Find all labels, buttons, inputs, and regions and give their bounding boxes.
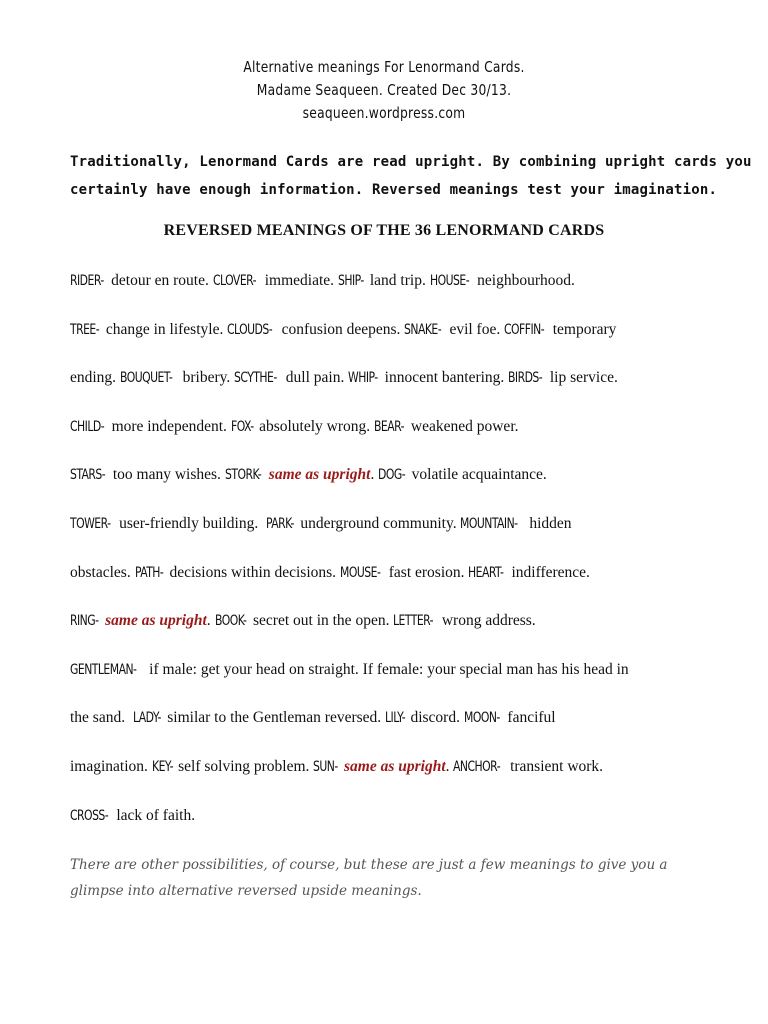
meaning-line bbox=[70, 609, 710, 658]
card-meaning: immediate. bbox=[260, 272, 338, 289]
card-name: STORK- bbox=[224, 467, 261, 484]
card-meaning: lip service. bbox=[545, 369, 618, 387]
intro-line: Traditionally, Lenormand Cards are read upright. By combining upright cards you bbox=[70, 154, 752, 170]
card-meaning: transient work. bbox=[506, 757, 604, 775]
card-meaning: fanciful bbox=[503, 709, 556, 727]
card-meaning: hidden bbox=[525, 514, 572, 532]
card-meaning: too many wishes. bbox=[108, 466, 225, 484]
section-title: REVERSED MEANINGS OF THE 36 LENORMAND CARDS bbox=[163, 222, 605, 239]
closing-note bbox=[70, 852, 710, 904]
card-name: LILY- bbox=[385, 710, 406, 727]
meaning-line bbox=[70, 269, 710, 318]
card-meaning: underground community. bbox=[296, 514, 461, 532]
document-title: Alternative meanings For Lenormand Cards. bbox=[243, 58, 525, 76]
same-as-upright-note: same as upright bbox=[344, 757, 446, 775]
card-name: SUN- bbox=[313, 758, 339, 775]
card-meaning: user-friendly building. bbox=[115, 514, 266, 532]
card-meaning: . bbox=[370, 466, 379, 484]
card-name: TOWER- bbox=[70, 515, 111, 532]
card-meaning: land trip. bbox=[366, 272, 430, 289]
meaning-line bbox=[70, 804, 710, 853]
card-meaning: evil foe. bbox=[445, 320, 505, 338]
intro-line: certainly have enough information. Reversed meanings test your imagination. bbox=[70, 182, 718, 198]
card-meaning: the sand. bbox=[70, 709, 133, 727]
card-meaning: indifference. bbox=[507, 563, 590, 581]
meanings-list bbox=[70, 269, 710, 852]
same-as-upright-note: same as upright bbox=[105, 612, 207, 630]
card-meaning: imagination. bbox=[70, 757, 152, 775]
card-name: COFFIN- bbox=[504, 321, 545, 338]
card-name: SHIP- bbox=[337, 273, 364, 289]
card-meaning: lack of faith. bbox=[112, 806, 196, 824]
card-meaning: bribery. bbox=[178, 369, 235, 387]
author-and-date: Madame Seaqueen. Created Dec 30/13. bbox=[256, 81, 512, 99]
card-meaning: more independent. bbox=[107, 417, 231, 435]
card-meaning: . bbox=[445, 757, 454, 775]
card-name: ANCHOR- bbox=[453, 758, 501, 775]
card-name: PARK- bbox=[266, 515, 294, 532]
card-meaning: fast erosion. bbox=[384, 563, 469, 581]
card-meaning: self solving problem. bbox=[174, 757, 314, 775]
card-meaning: if male: get your head on straight. If female: your special man has his head in bbox=[145, 660, 629, 678]
card-name: SCYTHE- bbox=[234, 370, 277, 387]
card-name: BEAR- bbox=[374, 418, 405, 435]
card-name: STARS- bbox=[70, 467, 106, 484]
card-name: MOUSE- bbox=[339, 564, 381, 581]
meaning-line bbox=[70, 463, 710, 512]
card-meaning: secret out in the open. bbox=[249, 612, 394, 630]
card-meaning: confusion deepens. bbox=[277, 320, 405, 338]
card-name: DOG- bbox=[378, 467, 406, 484]
card-meaning: absolutely wrong. bbox=[255, 417, 375, 435]
card-meaning: wrong address. bbox=[437, 612, 536, 630]
card-name: GENTLEMAN- bbox=[70, 661, 137, 678]
card-meaning: neighbourhood. bbox=[473, 272, 575, 289]
meaning-line bbox=[70, 415, 710, 464]
same-as-upright-note: same as upright bbox=[268, 466, 371, 484]
card-name: BOOK- bbox=[214, 613, 246, 630]
card-meaning: temporary bbox=[548, 320, 617, 338]
card-name: MOON- bbox=[463, 710, 500, 727]
card-name: RIDER- bbox=[70, 273, 104, 289]
card-meaning: discord. bbox=[406, 709, 464, 727]
meaning-line bbox=[70, 658, 710, 707]
card-meaning: ending. bbox=[70, 369, 120, 387]
card-name: BIRDS- bbox=[508, 370, 543, 387]
meaning-line bbox=[70, 318, 710, 367]
closing-line: glimpse into alternative reversed upside meanings. bbox=[70, 883, 422, 899]
card-name: BOUQUET- bbox=[119, 370, 173, 387]
card-meaning: weakened power. bbox=[407, 417, 519, 435]
card-name: CLOVER- bbox=[212, 273, 256, 289]
card-meaning: obstacles. bbox=[70, 563, 135, 581]
document-header bbox=[69, 56, 699, 125]
card-name: LADY- bbox=[132, 710, 161, 727]
card-name: KEY- bbox=[151, 758, 173, 775]
card-name: HOUSE- bbox=[429, 273, 469, 289]
card-name: CROSS- bbox=[70, 807, 109, 824]
card-name: HEART- bbox=[468, 564, 504, 581]
card-meaning: dull pain. bbox=[281, 369, 349, 387]
card-name: LETTER- bbox=[393, 613, 434, 630]
card-name: CLOUDS- bbox=[227, 321, 273, 338]
card-meaning: decisions within decisions. bbox=[165, 563, 340, 581]
card-name: CHILD- bbox=[70, 418, 105, 435]
card-meaning: change in lifestyle. bbox=[101, 320, 228, 338]
card-name: FOX- bbox=[230, 418, 254, 435]
card-meaning: innocent bantering. bbox=[380, 369, 509, 387]
card-meaning: detour en route. bbox=[107, 272, 213, 289]
website: seaqueen.wordpress.com bbox=[302, 104, 466, 122]
card-name: RING- bbox=[70, 613, 99, 630]
card-name: PATH- bbox=[134, 564, 163, 581]
intro-paragraph bbox=[70, 148, 752, 204]
closing-line: There are other possibilities, of course, but these are just a few meanings to give you a bbox=[70, 857, 668, 873]
meaning-line bbox=[70, 706, 710, 755]
meaning-line bbox=[70, 512, 710, 561]
card-name: SNAKE- bbox=[404, 321, 442, 338]
card-meaning: . bbox=[206, 612, 215, 630]
card-meaning: volatile acquaintance. bbox=[407, 466, 547, 484]
card-name: MOUNTAIN- bbox=[460, 515, 519, 532]
meaning-line bbox=[70, 755, 710, 804]
card-name: TREE- bbox=[70, 321, 100, 338]
card-name: WHIP- bbox=[348, 370, 378, 387]
card-meaning: similar to the Gentleman reversed. bbox=[163, 709, 386, 727]
meaning-line bbox=[70, 366, 710, 415]
meaning-line bbox=[70, 561, 710, 610]
